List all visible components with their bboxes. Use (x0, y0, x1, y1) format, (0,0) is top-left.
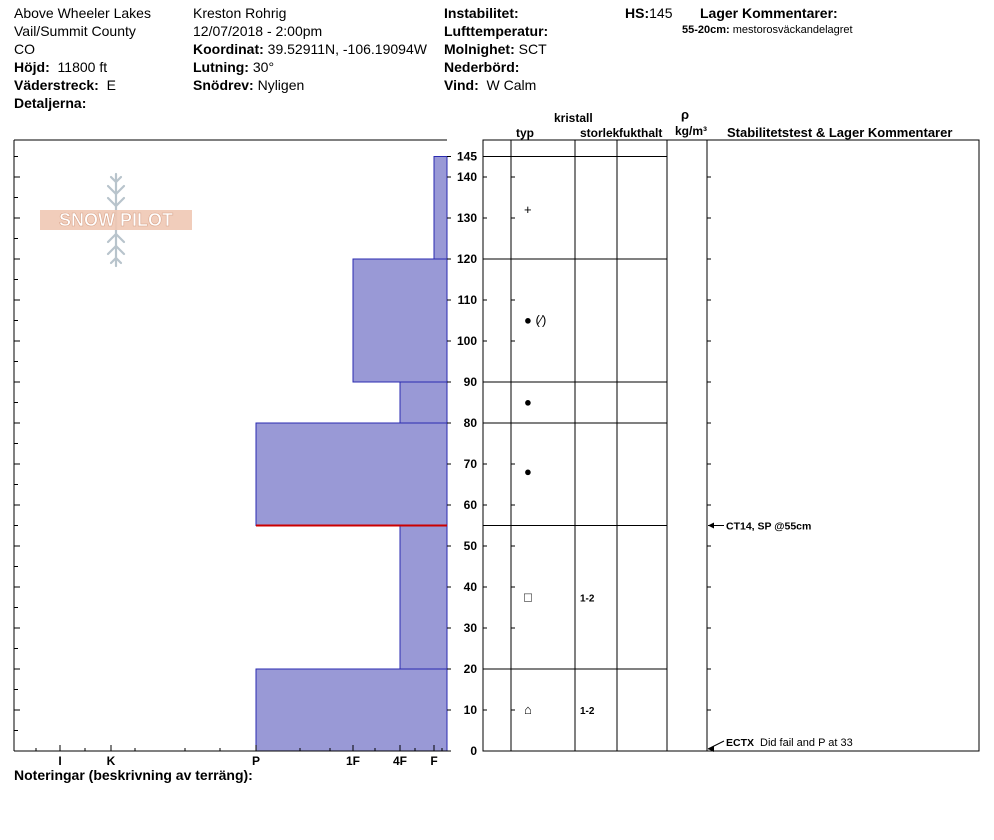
instability-label: Instabilitet: (444, 5, 519, 21)
details-label: Detaljerna: (14, 95, 87, 111)
hardness-label: K (106, 754, 116, 768)
height-label: 100 (456, 334, 477, 348)
logo-text: SNOW PILOT (59, 210, 173, 230)
col-stability: Stabilitetstest & Lager Kommentarer (727, 125, 953, 140)
hardness-label: 4F (392, 754, 408, 768)
height-label: 20 (463, 662, 477, 676)
hardness-bar-4 (400, 526, 447, 670)
grain-symbol-2: ● (524, 394, 532, 410)
grain-size-5: 1-2 (580, 706, 595, 717)
notes-label: Noteringar (beskrivning av terräng): (14, 767, 253, 783)
aspect-label: Väderstreck: (14, 77, 99, 93)
col-fukthalt: fukthalt (619, 126, 663, 140)
hardness-bar-2 (400, 382, 447, 423)
grain-symbol-0: + (524, 201, 532, 217)
wind-value: W Calm (486, 77, 537, 93)
location-name: Above Wheeler Lakes (14, 5, 151, 21)
hardness-layers (256, 157, 447, 752)
layer-table (483, 140, 979, 752)
hardness-label: P (251, 754, 261, 768)
cloud-value: SCT (518, 41, 547, 57)
aspect-value: E (106, 77, 116, 93)
hardness-bar-1 (353, 259, 447, 382)
height-label: 80 (463, 416, 477, 430)
test-comment-1: Did fail and P at 33 (760, 737, 853, 749)
test-code-1: ECTX (726, 737, 755, 749)
drift-value: Nyligen (257, 77, 305, 93)
height-label: 140 (456, 170, 477, 184)
grain-symbol-5: ⌂ (524, 702, 532, 717)
hardness-label: I (58, 754, 62, 768)
hardness-label: F (430, 754, 438, 768)
drift-label: Snödrev: (193, 77, 254, 93)
col-storlek: storlek (580, 126, 620, 140)
height-label: 40 (463, 580, 477, 594)
precip-label: Nederbörd: (444, 59, 520, 75)
height-label: 70 (463, 457, 477, 471)
grain-size-4: 1-2 (580, 593, 595, 605)
coord-value: 39.52911N, -106.19094W (267, 41, 427, 57)
layer-comment-text: mestorosväckandelagret (732, 24, 853, 36)
datetime: 12/07/2018 - 2:00pm (193, 23, 323, 39)
height-label: 60 (463, 498, 477, 512)
hardness-bar-0 (434, 157, 447, 260)
cloud-label: Molnighet: (444, 41, 515, 57)
test-arrow-0 (708, 523, 714, 529)
col-density-unit: kg/m³ (675, 124, 708, 138)
elevation-label: Höjd: (14, 59, 50, 75)
hardness-bar-5 (256, 669, 447, 751)
height-label: 0 (470, 744, 477, 758)
hardness-label: 1F (345, 754, 361, 768)
col-kristall: kristall (554, 111, 593, 125)
height-label: 110 (457, 293, 477, 307)
slope-value: 30° (252, 59, 275, 75)
height-label: 10 (463, 703, 477, 717)
layer-comment-range: 55-20cm: (682, 24, 730, 36)
grain-symbol-3: ● (524, 464, 532, 480)
observer: Kreston Rohrig (193, 5, 287, 21)
height-label: 90 (463, 375, 477, 389)
height-label: 50 (463, 539, 477, 553)
wind-label: Vind: (444, 77, 479, 93)
slope-label: Lutning: (193, 59, 249, 75)
airtemp-label: Lufttemperatur: (444, 23, 549, 39)
test-code-0: CT14, SP @55cm (726, 520, 812, 533)
state: CO (14, 41, 35, 57)
height-label: 30 (463, 621, 477, 635)
layer-comments-title: Lager Kommentarer: (700, 5, 838, 21)
col-rho: ρ (681, 107, 690, 122)
hs-value: 145 (649, 5, 673, 21)
elevation-value: 11800 ft (57, 59, 108, 75)
coord-label: Koordinat: (193, 41, 264, 57)
height-label: 145 (456, 149, 477, 164)
county: Vail/Summit County (14, 23, 136, 39)
hs-label: HS: (625, 5, 650, 21)
col-typ: typ (516, 126, 534, 140)
height-label: 120 (456, 252, 477, 266)
height-label: 130 (456, 211, 477, 225)
grain-symbol-4: □ (524, 589, 532, 605)
grain-symbol-1: ● (⁄) (524, 312, 547, 328)
table-frame (483, 140, 979, 751)
hardness-bar-3 (256, 423, 447, 526)
